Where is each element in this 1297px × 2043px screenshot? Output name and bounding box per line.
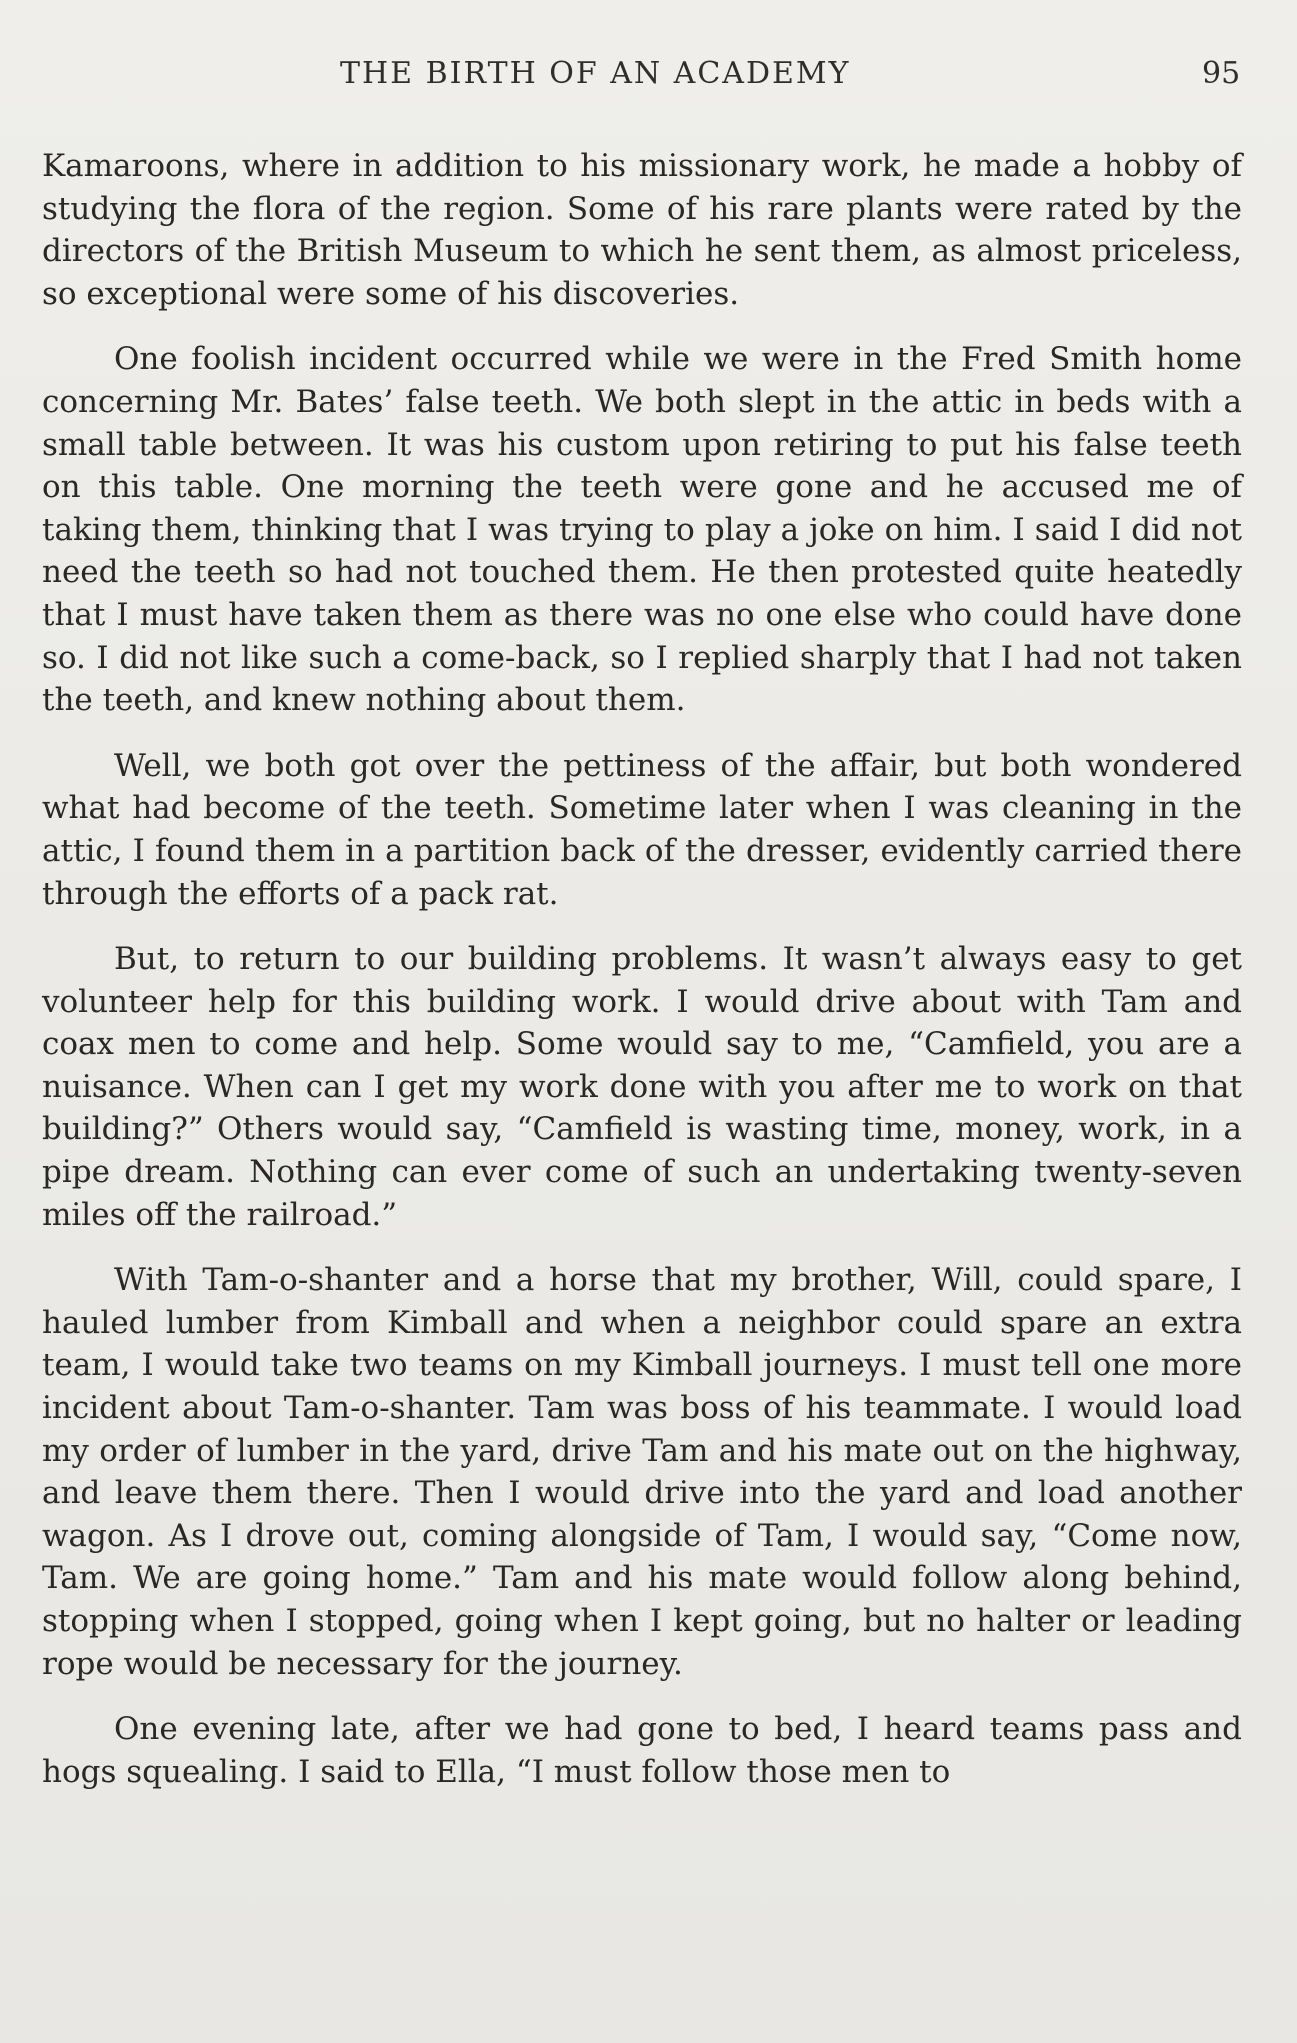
paragraph-5: With Tam-o-shanter and a horse that my brother, Will, could spare, I hauled lumber from Kimball and when a neighbor could spare an extra team, I would take two teams on my Kimball journeys. I must tell one more incident about Tam-o-shanter. Tam was boss of his teammate. I would load my order of lumber in the yard, drive Tam and his mate out on the highway, and leave them there. Then I would drive into the yard and load another wagon. As I drove out, coming alongside of Tam, I would say, “Come now, Tam. We are going home.” Tam and his mate would follow along behind, stopping when I stopped, going when I kept going, but no halter or leading rope would be necessary for the journey. <box>42 1262 1242 1682</box>
paragraph-2: One foolish incident occurred while we were in the Fred Smith home concerning Mr. Bates’ false teeth. We both slept in the attic in beds with a small table between. It was his custom upon retiring to put his false teeth on this table. One morning the teeth were gone and he accused me of taking them, thinking that I was trying to play a joke on him. I said I did not need the teeth so had not touched them. He then protested quite heatedly that I must have taken them as there was no one else who could have done so. I did not like such a come-back, so I replied sharply that I had not taken the teeth, and knew nothing about them. <box>42 341 1242 719</box>
body-text <box>42 145 1242 1793</box>
paragraph-1: Kamaroons, where in addition to his missionary work, he made a hobby of studying the flora of the region. Some of his rare plants were rated by the directors of the British Museum to which he sent them, as almost priceless, so exceptional were some of his discoveries. <box>42 148 1242 312</box>
paragraph-6: One evening late, after we had gone to bed, I heard teams pass and hogs squealing. I said to Ella, “I must follow those men to <box>42 1711 1242 1790</box>
page-number: 95 <box>1202 56 1241 91</box>
paragraph-3: Well, we both got over the pettiness of the affair, but both wondered what had become of the teeth. Sometime later when I was cleaning in the attic, I found them in a partition back of the dresser, evidently carried there through the efforts of a pack rat. <box>42 747 1242 912</box>
paragraph-4: But, to return to our building problems. It wasn’t always easy to get volunteer help for this building work. I would drive about with Tam and coax men to come and help. Some would say to me, “Camfield, you are a nuisance. When can I get my work done with you after me to work on that building?” Others would say, “Camfield is wasting time, money, work, in a pipe dream. Nothing can ever come of such an undertaking twenty-seven miles off the railroad.” <box>42 941 1242 1233</box>
running-head: THE BIRTH OF AN ACADEMY <box>340 56 851 91</box>
